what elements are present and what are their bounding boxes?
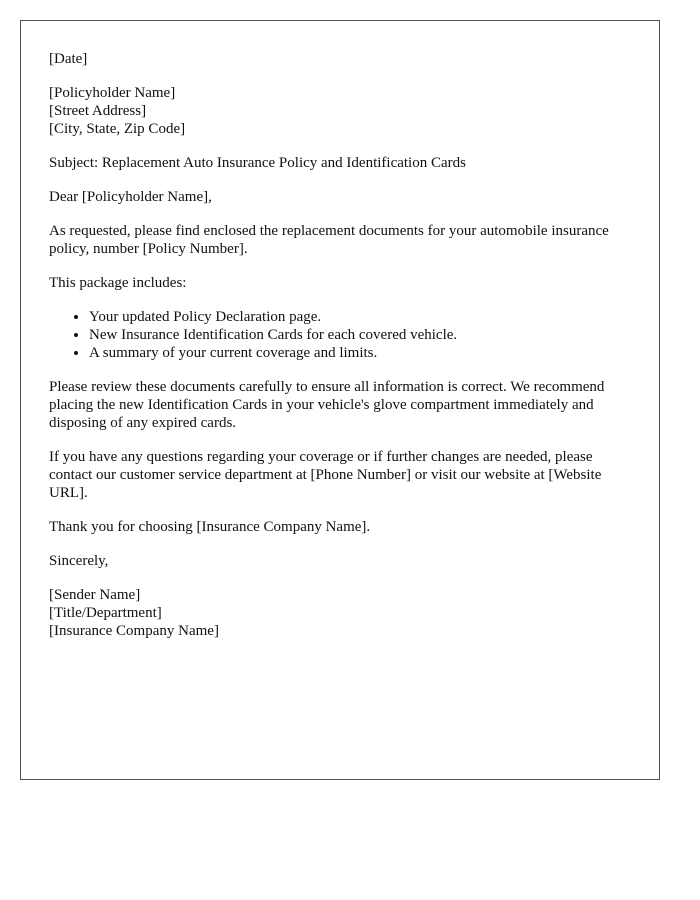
recipient-name: [Policyholder Name] xyxy=(49,85,176,101)
package-intro: This package includes: xyxy=(49,275,187,291)
review-paragraph: Please review these documents carefully to ensure all information is correct. We recommend placing the new Identification Cards in your vehicle's glove compartment immediately and disposing of any expired cards. xyxy=(49,379,605,431)
letter-subject: Subject: Replacement Auto Insurance Policy and Identification Cards xyxy=(49,155,466,171)
contact-paragraph: If you have any questions regarding your coverage or if further changes are needed, please contact our customer service department at [Phone Number] or visit our website at [Website URL]. xyxy=(49,449,602,501)
list-item: • A summary of your current coverage and limits. xyxy=(89,344,631,362)
signature-block xyxy=(49,586,631,640)
list-item: • New Insurance Identification Cards for each covered vehicle. xyxy=(89,326,631,344)
thanks-line: Thank you for choosing [Insurance Company Name]. xyxy=(49,519,371,535)
recipient-address xyxy=(49,84,631,138)
list-item: • Your updated Policy Declaration page. xyxy=(89,308,631,326)
closing-line: Sincerely, xyxy=(49,553,109,569)
sender-name: [Sender Name] xyxy=(49,587,141,603)
letter-date: [Date] xyxy=(49,51,88,67)
letter-salutation: Dear [Policyholder Name], xyxy=(49,189,212,205)
letter-page xyxy=(20,20,660,780)
sender-title: [Title/Department] xyxy=(49,605,162,621)
recipient-street: [Street Address] xyxy=(49,103,147,119)
recipient-city-state-zip: [City, State, Zip Code] xyxy=(49,121,186,137)
sender-company: [Insurance Company Name] xyxy=(49,623,219,639)
letter-intro-paragraph: As requested, please find enclosed the replacement documents for your automobile insurance policy, number [Policy Number]. xyxy=(49,223,609,257)
package-items-list xyxy=(49,308,631,362)
